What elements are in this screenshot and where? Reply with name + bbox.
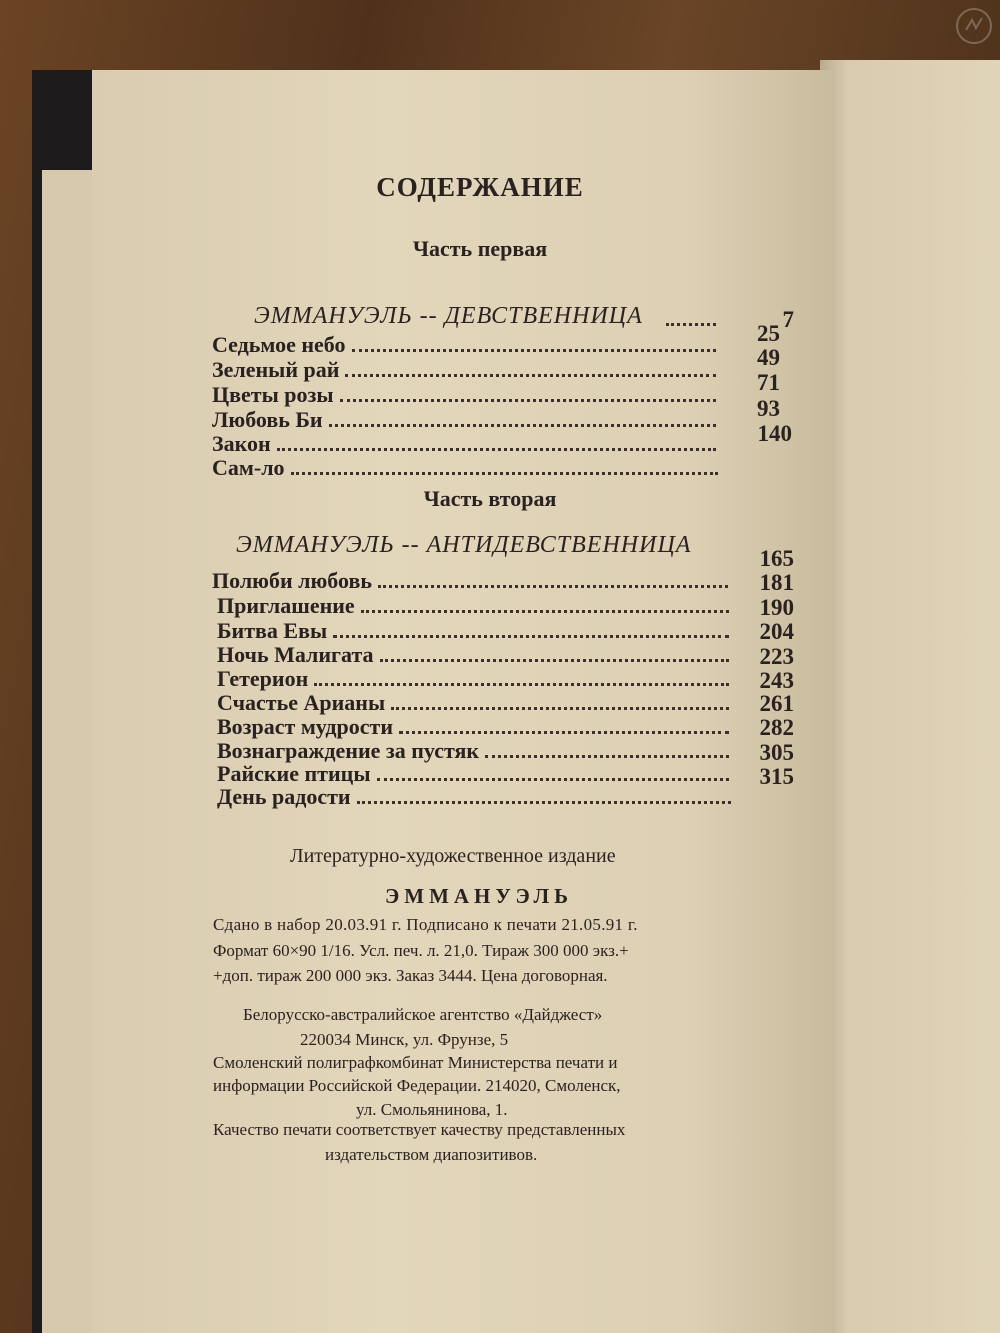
toc-entry-title: Зеленый рай — [212, 357, 340, 382]
toc-entry — [212, 357, 720, 383]
toc-entry — [212, 382, 720, 408]
edition-type: Литературно-художественное издание — [290, 845, 616, 867]
toc-entry-page: 223 — [759, 644, 794, 669]
toc-entry-page: 261 — [759, 691, 794, 716]
right-page — [820, 60, 1000, 1333]
imprint-line: +доп. тираж 200 000 экз. Заказ 3444. Цена договорная. — [213, 966, 608, 985]
toc-entry — [217, 784, 735, 810]
imprint-line: Качество печати соответствует качеству представленных — [213, 1120, 626, 1139]
toc-entry-title: Счастье Арианы — [217, 690, 386, 715]
toc-entry-page: 282 — [759, 715, 794, 740]
toc-entry-page: 181 — [759, 570, 794, 595]
book-title: ЭММАНУЭЛЬ — [385, 884, 573, 908]
toc-entry — [217, 593, 733, 619]
toc-entry — [212, 431, 720, 457]
toc-entry-title: Сам-ло — [212, 455, 285, 480]
part-two-section-title: ЭММАНУЭЛЬ -- АНТИДЕВСТВЕННИЦА — [236, 532, 692, 558]
imprint-line: Сдано в набор 20.03.91 г. Подписано к печати 21.05.91 г. — [213, 915, 638, 934]
toc-entry-title: Райские птицы — [217, 761, 371, 786]
toc-entry — [217, 714, 733, 740]
toc-entry-title: Полюби любовь — [212, 568, 372, 593]
toc-entry-title: Возраст мудрости — [217, 714, 394, 739]
toc-entry-page: 204 — [759, 619, 794, 644]
toc-entry-title: Вознаграждение за пустяк — [217, 738, 480, 763]
toc-entry-page: 140 — [757, 421, 792, 446]
toc-entry-title: Цветы розы — [212, 382, 334, 407]
part-one-section-page: 7 — [782, 307, 794, 332]
imprint-line: информации Российской Федерации. 214020, Смоленск, — [213, 1076, 621, 1095]
imprint-line: Белорусско-австралийское агентство «Дайджест» — [243, 1005, 603, 1024]
toc-entry-page: 25 — [757, 321, 780, 346]
toc-entry-title: Приглашение — [217, 593, 355, 618]
part-one-section-title: ЭММАНУЭЛЬ -- ДЕВСТВЕННИЦА — [254, 303, 643, 329]
toc-entry-title: Закон — [212, 431, 271, 456]
toc-entry-title: Любовь Би — [212, 407, 323, 432]
toc-entry-page: 315 — [759, 764, 794, 789]
toc-entry — [212, 568, 732, 594]
contents-title: СОДЕРЖАНИЕ — [376, 172, 584, 202]
toc-entry-title: Седьмое небо — [212, 332, 346, 357]
toc-entry-page: 305 — [759, 740, 794, 765]
toc-entry-title: Ночь Малигата — [217, 642, 374, 667]
toc-entry — [217, 618, 733, 644]
imprint-line: 220034 Минск, ул. Фрунзе, 5 — [300, 1030, 509, 1049]
toc-entry — [217, 642, 733, 668]
part-one-label: Часть первая — [412, 236, 548, 261]
toc-entry — [212, 407, 720, 433]
toc-entry — [212, 332, 720, 358]
toc-entry-page: 190 — [759, 595, 794, 620]
site-logo-icon — [954, 6, 994, 46]
toc-entry-title: Гетерион — [217, 666, 309, 691]
toc-entry-title: День радости — [217, 784, 351, 809]
toc-entry — [212, 455, 722, 481]
toc-entry-page: 71 — [757, 370, 780, 395]
imprint-line: ул. Смольянинова, 1. — [356, 1100, 508, 1119]
toc-entry — [217, 690, 733, 716]
toc-entry-page: 243 — [759, 668, 794, 693]
part-two-label: Часть вторая — [423, 486, 557, 511]
part-two-section-page: 165 — [759, 546, 794, 571]
toc-entry-page: 49 — [757, 345, 780, 370]
toc-entry-title: Битва Евы — [217, 618, 328, 643]
toc-entry-page: 93 — [757, 396, 780, 421]
imprint-line: Формат 60×90 1/16. Усл. печ. л. 21,0. Тираж 300 000 экз.+ — [213, 941, 629, 960]
imprint-line: Смоленский полиграфкомбинат Министерства печати и — [213, 1053, 618, 1072]
toc-entry — [217, 666, 733, 692]
imprint-line: издательством диапозитивов. — [325, 1145, 538, 1164]
